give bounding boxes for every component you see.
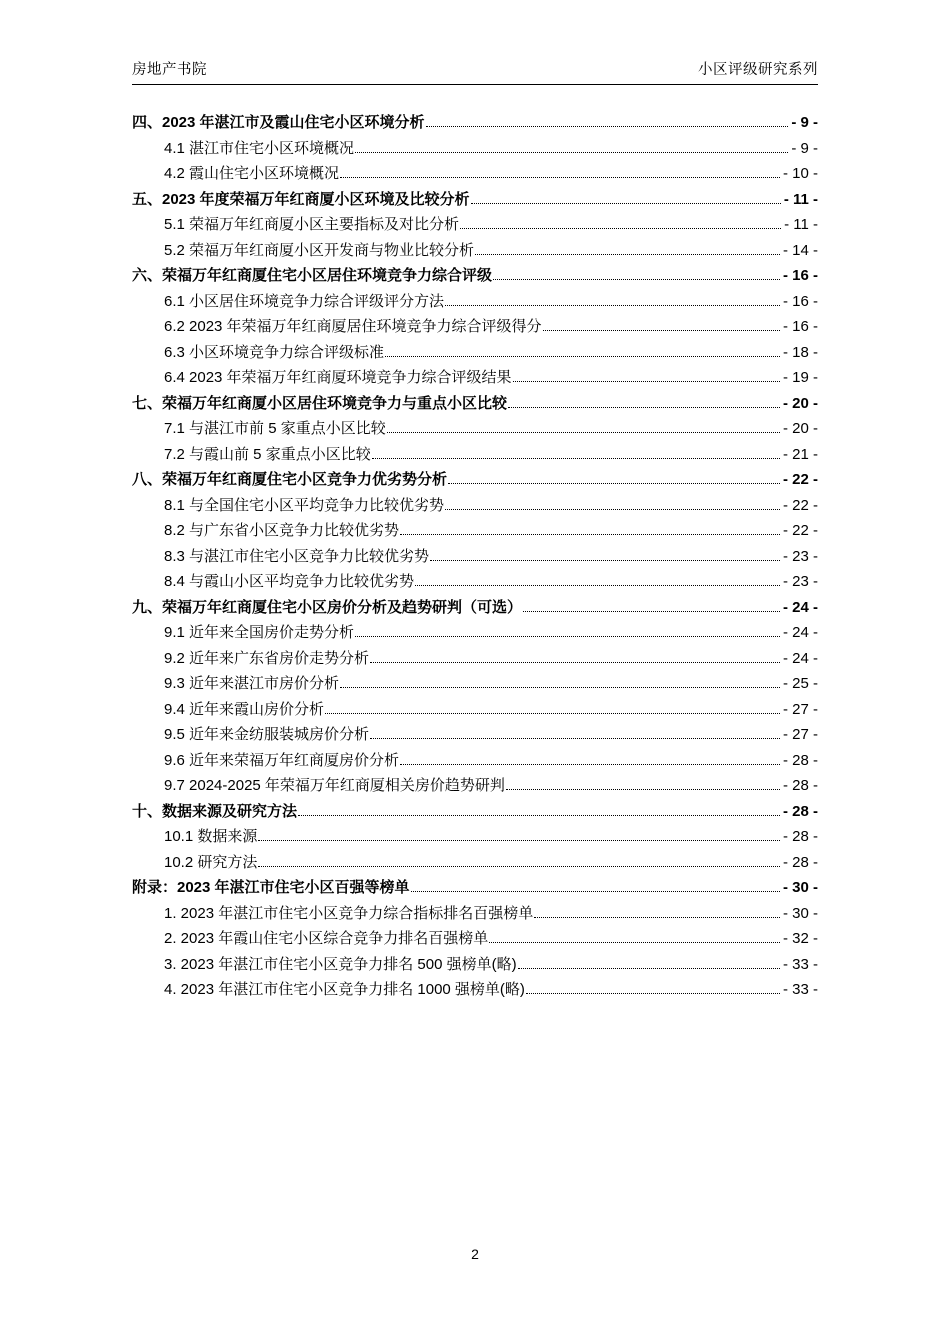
page-header xyxy=(132,58,818,84)
toc-entry-page: - 24 - xyxy=(782,649,818,667)
toc-entry[interactable] xyxy=(132,855,818,870)
toc-entry-page: - 33 - xyxy=(782,981,818,998)
toc-entry[interactable] xyxy=(132,370,818,385)
toc-entry-page: - 16 - xyxy=(782,267,818,284)
toc-entry[interactable] xyxy=(132,574,818,589)
toc-leader-dots xyxy=(445,508,780,510)
toc-leader-dots xyxy=(325,712,780,714)
toc-entry-label: 8.4 与霞山小区平均竞争力比较优劣势 xyxy=(164,573,415,590)
toc-entry-label: 8.3 与湛江市住宅小区竞争力比较优劣势 xyxy=(164,547,430,565)
toc-entry[interactable] xyxy=(132,906,818,921)
toc-leader-dots xyxy=(370,737,780,739)
toc-leader-dots xyxy=(445,304,780,306)
toc-entry[interactable] xyxy=(132,447,818,462)
table-of-contents xyxy=(132,115,818,997)
toc-leader-dots xyxy=(340,176,780,178)
toc-entry-label: 附录：2023 年湛江市住宅小区百强等榜单 xyxy=(132,879,410,896)
toc-entry-page: - 22 - xyxy=(782,496,818,514)
toc-entry[interactable] xyxy=(132,217,818,232)
toc-leader-dots xyxy=(385,355,780,357)
toc-leader-dots xyxy=(298,814,780,816)
header-left-text: 房地产书院 xyxy=(132,62,207,78)
toc-entry[interactable] xyxy=(132,829,818,844)
toc-entry-label: 九、荣福万年红商厦住宅小区房价分析及趋势研判（可选） xyxy=(132,598,523,616)
toc-entry-page: - 20 - xyxy=(782,420,818,437)
toc-entry-label: 七、荣福万年红商厦小区居住环境竞争力与重点小区比较 xyxy=(132,394,508,412)
toc-entry-page: - 30 - xyxy=(782,904,818,922)
toc-leader-dots xyxy=(526,992,780,994)
toc-entry[interactable] xyxy=(132,753,818,768)
toc-entry-page: - 21 - xyxy=(782,445,818,463)
toc-entry[interactable] xyxy=(132,957,818,972)
toc-entry[interactable] xyxy=(132,600,818,615)
toc-entry-page: - 10 - xyxy=(782,165,818,182)
toc-entry-page: - 30 - xyxy=(782,879,818,896)
toc-leader-dots xyxy=(534,916,780,918)
toc-leader-dots xyxy=(372,457,780,459)
toc-entry-label: 6.2 2023 年荣福万年红商厦居住环境竞争力综合评级得分 xyxy=(164,318,542,335)
toc-entry-page: - 24 - xyxy=(782,624,818,641)
toc-entry[interactable] xyxy=(132,166,818,181)
toc-leader-dots xyxy=(493,278,780,280)
toc-leader-dots xyxy=(258,865,780,867)
toc-entry-label: 十、数据来源及研究方法 xyxy=(132,802,298,820)
toc-leader-dots xyxy=(387,431,780,433)
toc-entry-label: 五、2023 年度荣福万年红商厦小区环境及比较分析 xyxy=(132,190,470,208)
toc-entry-page: - 27 - xyxy=(782,700,818,718)
toc-leader-dots xyxy=(506,788,780,790)
toc-entry-page: - 28 - xyxy=(782,802,818,820)
toc-entry-label: 7.1 与湛江市前 5 家重点小区比较 xyxy=(164,420,386,437)
toc-entry-label: 9.6 近年来荣福万年红商厦房价分析 xyxy=(164,751,400,769)
toc-entry-page: - 28 - xyxy=(782,777,818,794)
toc-entry-label: 8.1 与全国住宅小区平均竞争力比较优劣势 xyxy=(164,496,445,514)
toc-entry[interactable] xyxy=(132,472,818,487)
toc-entry[interactable] xyxy=(132,498,818,513)
toc-leader-dots xyxy=(543,329,780,331)
toc-leader-dots xyxy=(523,610,780,612)
toc-entry[interactable] xyxy=(132,804,818,819)
toc-entry-page: - 20 - xyxy=(782,394,818,412)
toc-entry-label: 9.7 2024-2025 年荣福万年红商厦相关房价趋势研判 xyxy=(164,777,505,794)
toc-entry-label: 5.1 荣福万年红商厦小区主要指标及对比分析 xyxy=(164,216,460,233)
toc-entry-page: - 23 - xyxy=(782,547,818,565)
toc-entry-page: - 11 - xyxy=(783,190,818,208)
toc-entry-label: 10.1 数据来源 xyxy=(164,828,258,845)
toc-entry[interactable] xyxy=(132,625,818,640)
toc-entry-label: 6.3 小区环境竞争力综合评级标准 xyxy=(164,343,385,361)
toc-entry-label: 3. 2023 年湛江市住宅小区竞争力排名 500 强榜单(略) xyxy=(164,955,517,973)
toc-entry[interactable] xyxy=(132,421,818,436)
toc-entry-page: - 18 - xyxy=(782,343,818,361)
toc-leader-dots xyxy=(460,227,781,229)
toc-leader-dots xyxy=(355,635,780,637)
toc-leader-dots xyxy=(400,533,780,535)
toc-entry-page: - 19 - xyxy=(782,369,818,386)
header-divider xyxy=(132,84,818,85)
toc-entry-label: 6.1 小区居住环境竞争力综合评级评分方法 xyxy=(164,292,445,310)
toc-entry-label: 9.3 近年来湛江市房价分析 xyxy=(164,675,340,692)
toc-entry-page: - 16 - xyxy=(782,318,818,335)
toc-entry-page: - 28 - xyxy=(782,751,818,769)
toc-entry-label: 八、荣福万年红商厦住宅小区竞争力优劣势分析 xyxy=(132,471,448,488)
toc-entry-page: - 23 - xyxy=(782,573,818,590)
toc-entry-page: - 9 - xyxy=(791,139,818,157)
toc-entry-page: - 27 - xyxy=(782,726,818,743)
toc-entry[interactable] xyxy=(132,880,818,895)
toc-entry-label: 4. 2023 年湛江市住宅小区竞争力排名 1000 强榜单(略) xyxy=(164,981,525,998)
toc-leader-dots xyxy=(426,125,789,127)
toc-entry[interactable] xyxy=(132,243,818,258)
toc-entry-label: 9.5 近年来金纺服装城房价分析 xyxy=(164,726,370,743)
toc-entry-label: 四、2023 年湛江市及霞山住宅小区环境分析 xyxy=(132,114,425,131)
toc-entry-label: 4.2 霞山住宅小区环境概况 xyxy=(164,165,340,182)
toc-entry[interactable] xyxy=(132,141,818,156)
toc-leader-dots xyxy=(370,661,780,663)
toc-leader-dots xyxy=(355,151,788,153)
toc-leader-dots xyxy=(400,763,780,765)
toc-entry-page: - 11 - xyxy=(784,216,818,233)
toc-entry[interactable] xyxy=(132,192,818,207)
header-right-text: 小区评级研究系列 xyxy=(698,62,818,78)
page-content xyxy=(132,58,818,1008)
toc-leader-dots xyxy=(340,686,780,688)
page-number: 2 xyxy=(471,1246,479,1262)
toc-entry-page: - 14 - xyxy=(782,241,818,259)
toc-entry[interactable] xyxy=(132,345,818,360)
toc-entry-page: - 9 - xyxy=(791,114,818,131)
toc-entry[interactable] xyxy=(132,268,818,283)
toc-entry-label: 5.2 荣福万年红商厦小区开发商与物业比较分析 xyxy=(164,241,475,259)
toc-leader-dots xyxy=(471,202,781,204)
toc-entry[interactable] xyxy=(132,931,818,946)
toc-entry[interactable] xyxy=(132,115,818,130)
toc-entry-page: - 22 - xyxy=(782,471,818,488)
toc-entry-page: - 25 - xyxy=(782,675,818,692)
toc-entry-label: 6.4 2023 年荣福万年红商厦环境竞争力综合评级结果 xyxy=(164,369,512,386)
toc-entry-page: - 16 - xyxy=(782,292,818,310)
page-footer xyxy=(0,1246,950,1262)
toc-leader-dots xyxy=(475,253,780,255)
toc-leader-dots xyxy=(430,559,780,561)
toc-entry-label: 7.2 与霞山前 5 家重点小区比较 xyxy=(164,445,371,463)
toc-leader-dots xyxy=(518,967,780,969)
toc-entry-label: 9.2 近年来广东省房价走势分析 xyxy=(164,649,370,667)
toc-entry-label: 9.1 近年来全国房价走势分析 xyxy=(164,624,355,641)
toc-entry[interactable] xyxy=(132,778,818,793)
toc-entry-page: - 28 - xyxy=(782,828,818,845)
toc-leader-dots xyxy=(448,482,780,484)
toc-entry-label: 六、荣福万年红商厦住宅小区居住环境竞争力综合评级 xyxy=(132,267,493,284)
toc-leader-dots xyxy=(411,890,780,892)
toc-entry-label: 10.2 研究方法 xyxy=(164,853,258,871)
toc-entry[interactable] xyxy=(132,294,818,309)
toc-entry-label: 1. 2023 年湛江市住宅小区竞争力综合指标排名百强榜单 xyxy=(164,904,534,922)
toc-entry[interactable] xyxy=(132,523,818,538)
toc-entry-page: - 33 - xyxy=(782,955,818,973)
toc-entry-label: 9.4 近年来霞山房价分析 xyxy=(164,700,325,718)
toc-entry[interactable] xyxy=(132,676,818,691)
toc-leader-dots xyxy=(258,839,780,841)
toc-entry[interactable] xyxy=(132,549,818,564)
toc-leader-dots xyxy=(415,584,780,586)
toc-entry-page: - 22 - xyxy=(782,522,818,539)
toc-leader-dots xyxy=(508,406,780,408)
toc-entry[interactable] xyxy=(132,702,818,717)
toc-entry-page: - 28 - xyxy=(782,853,818,871)
toc-entry-label: 8.2 与广东省小区竞争力比较优劣势 xyxy=(164,522,400,539)
toc-entry[interactable] xyxy=(132,396,818,411)
toc-leader-dots xyxy=(489,941,780,943)
toc-entry-label: 4.1 湛江市住宅小区环境概况 xyxy=(164,139,355,157)
toc-entry-page: - 32 - xyxy=(782,930,818,947)
toc-entry[interactable] xyxy=(132,319,818,334)
toc-entry[interactable] xyxy=(132,727,818,742)
toc-entry-page: - 24 - xyxy=(782,598,818,616)
toc-entry[interactable] xyxy=(132,651,818,666)
toc-entry-label: 2. 2023 年霞山住宅小区综合竞争力排名百强榜单 xyxy=(164,930,489,947)
toc-entry[interactable] xyxy=(132,982,818,997)
toc-leader-dots xyxy=(513,380,780,382)
